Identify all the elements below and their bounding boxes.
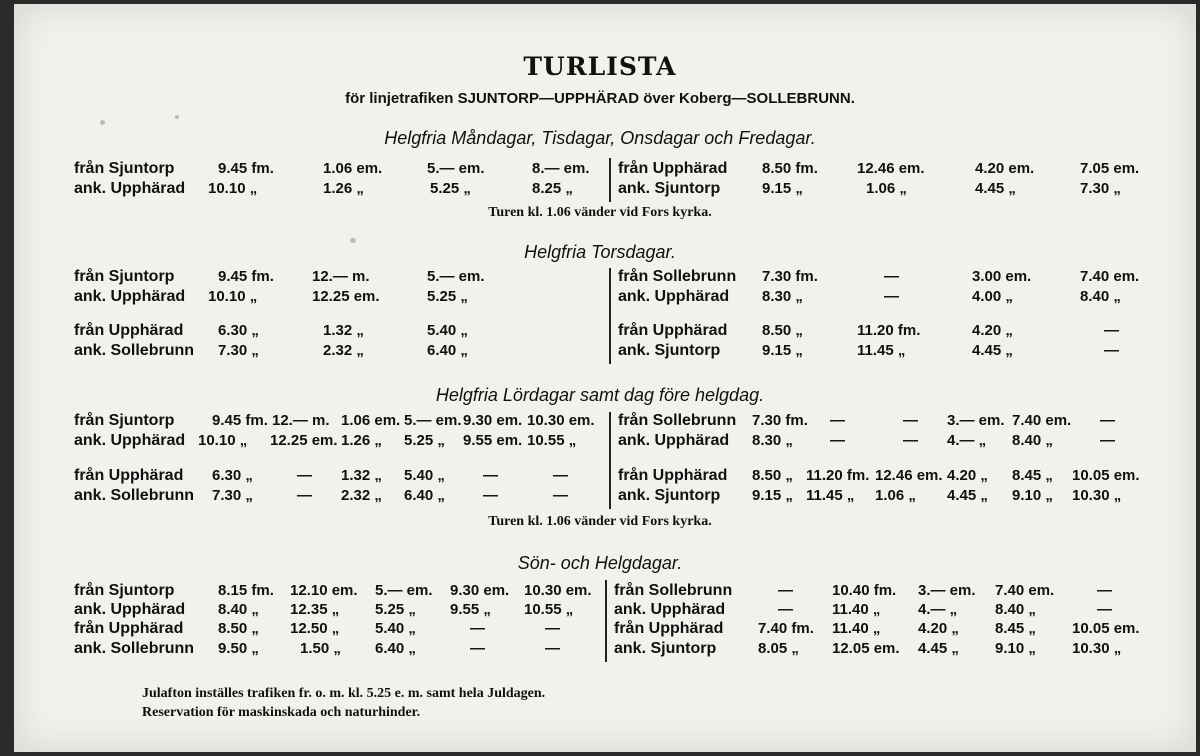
- note-fors-kyrka: Turen kl. 1.06 vänder vid Fors kyrka.: [488, 205, 712, 220]
- departure-time: —: [1100, 432, 1115, 449]
- stop-label: från Sollebrunn: [618, 412, 737, 429]
- departure-time: 3.— em.: [947, 412, 1005, 429]
- departure-time: 4.45 „: [972, 342, 1013, 359]
- stop-label: från Sjuntorp: [74, 268, 175, 285]
- departure-time: —: [778, 601, 793, 618]
- departure-time: 5.25 „: [375, 601, 416, 618]
- stop-label: ank. Upphärad: [74, 432, 186, 449]
- departure-time: 1.32 „: [341, 467, 382, 484]
- departure-time: 10.30 „: [1072, 640, 1122, 657]
- departure-time: 10.40 fm.: [832, 582, 897, 599]
- departure-time: 10.55 „: [527, 432, 577, 449]
- departure-time: 1.06 em.: [341, 412, 401, 429]
- departure-time: 8.50 „: [218, 620, 259, 637]
- stop-label: från Sjuntorp: [74, 412, 175, 429]
- stop-label: ank. Upphärad: [74, 180, 186, 197]
- departure-time: 9.55 „: [450, 601, 491, 618]
- departure-time: 8.50 fm.: [762, 160, 818, 177]
- departure-time: 12.35 „: [290, 601, 340, 618]
- stop-label: ank. Upphärad: [618, 288, 730, 305]
- departure-time: 5.40 „: [404, 467, 445, 484]
- departure-time: 12.46 em.: [857, 160, 925, 177]
- departure-time: 5.25 „: [430, 180, 471, 197]
- departure-time: —: [553, 487, 568, 504]
- departure-time: 9.55 em.: [463, 432, 523, 449]
- departure-time: 8.05 „: [758, 640, 799, 657]
- ink-speck: [100, 120, 105, 125]
- note-fors-kyrka: Turen kl. 1.06 vänder vid Fors kyrka.: [488, 514, 712, 529]
- departure-time: —: [1100, 412, 1115, 429]
- departure-time: —: [297, 467, 312, 484]
- stop-label: från Sjuntorp: [74, 582, 175, 599]
- departure-time: 11.40 „: [832, 620, 881, 637]
- departure-time: 8.40 „: [1012, 432, 1053, 449]
- departure-time: —: [483, 467, 498, 484]
- departure-time: 9.10 „: [1012, 487, 1053, 504]
- departure-time: —: [903, 412, 918, 429]
- departure-time: 4.— „: [918, 601, 958, 618]
- departure-time: 11.40 „: [832, 601, 881, 618]
- timetable-row: [0, 601, 1200, 621]
- departure-time: 4.45 „: [947, 487, 988, 504]
- departure-time: 10.55 „: [524, 601, 574, 618]
- section-heading-sundays: Sön- och Helgdagar.: [517, 553, 683, 573]
- departure-time: 6.40 „: [375, 640, 416, 657]
- departure-time: —: [1097, 601, 1112, 618]
- document-subtitle: för linjetrafiken SJUNTORP—UPPHÄRAD över Koberg—SOLLEBRUNN.: [345, 90, 855, 107]
- departure-time: 8.50 „: [752, 467, 793, 484]
- departure-time: 9.45 fm.: [212, 412, 268, 429]
- departure-time: 1.26 „: [323, 180, 364, 197]
- stop-label: ank. Sjuntorp: [618, 180, 721, 197]
- departure-time: 4.20 „: [918, 620, 959, 637]
- departure-time: 8.30 „: [762, 288, 803, 305]
- departure-time: 12.10 em.: [290, 582, 358, 599]
- departure-time: 7.30 „: [212, 487, 253, 504]
- stop-label: ank. Sjuntorp: [618, 342, 721, 359]
- departure-time: 10.10 „: [208, 288, 258, 305]
- departure-time: 1.06 em.: [323, 160, 383, 177]
- departure-time: 11.20 fm.: [857, 322, 921, 339]
- departure-time: 12.05 em.: [832, 640, 900, 657]
- departure-time: 4.— „: [947, 432, 987, 449]
- departure-time: 7.30 „: [1080, 180, 1121, 197]
- departure-time: 3.00 em.: [972, 268, 1032, 285]
- timetable-row: [0, 432, 1200, 452]
- departure-time: 10.30 em.: [524, 582, 592, 599]
- departure-time: —: [483, 487, 498, 504]
- departure-time: 10.05 em.: [1072, 620, 1140, 637]
- departure-time: 5.— em.: [375, 582, 433, 599]
- timetable-row: [0, 487, 1200, 507]
- departure-time: 12.— m.: [312, 268, 370, 285]
- footer-reservation-note: Reservation för maskinskada och naturhinder.: [142, 705, 421, 720]
- stop-label: ank. Upphärad: [618, 432, 730, 449]
- timetable-row: [0, 268, 1200, 288]
- departure-time: 12.46 em.: [875, 467, 943, 484]
- departure-time: 5.25 „: [427, 288, 468, 305]
- departure-time: 7.05 em.: [1080, 160, 1140, 177]
- departure-time: —: [778, 582, 793, 599]
- stop-label: ank. Sollebrunn: [74, 640, 195, 657]
- departure-time: 9.45 fm.: [218, 160, 274, 177]
- departure-time: 10.05 em.: [1072, 467, 1140, 484]
- timetable-row: [0, 180, 1200, 200]
- document-title: TURLISTA: [523, 52, 677, 81]
- departure-time: 5.40 „: [427, 322, 468, 339]
- departure-time: 1.32 „: [323, 322, 364, 339]
- stop-label: ank. Upphärad: [614, 601, 726, 618]
- timetable-row: [0, 412, 1200, 432]
- departure-time: 7.40 em.: [1012, 412, 1072, 429]
- departure-time: —: [545, 640, 560, 657]
- departure-time: 9.15 „: [762, 342, 803, 359]
- section-heading-thursdays: Helgfria Torsdagar.: [524, 242, 676, 262]
- departure-time: —: [545, 620, 560, 637]
- departure-time: 8.40 „: [995, 601, 1036, 618]
- timetable-row: [0, 288, 1200, 308]
- departure-time: —: [1104, 342, 1119, 359]
- departure-time: 4.20 „: [972, 322, 1013, 339]
- departure-time: 8.30 „: [752, 432, 793, 449]
- departure-time: 5.40 „: [375, 620, 416, 637]
- departure-time: 2.32 „: [341, 487, 382, 504]
- departure-time: 3.— em.: [918, 582, 976, 599]
- departure-time: 8.50 „: [762, 322, 803, 339]
- departure-time: 5.— em.: [427, 268, 485, 285]
- timetable-row: [0, 620, 1200, 640]
- stop-label: från Upphärad: [618, 467, 728, 484]
- departure-time: 8.45 „: [1012, 467, 1053, 484]
- departure-time: 8.15 fm.: [218, 582, 274, 599]
- departure-time: 12.25 em.: [312, 288, 380, 305]
- stop-label: från Upphärad: [618, 160, 728, 177]
- section-heading-weekdays: Helgfria Måndagar, Tisdagar, Onsdagar och Fredagar.: [384, 128, 816, 148]
- departure-time: —: [903, 432, 918, 449]
- timetable-row: [0, 342, 1200, 362]
- departure-time: 6.40 „: [427, 342, 468, 359]
- departure-time: 10.30 „: [1072, 487, 1122, 504]
- departure-time: 6.30 „: [212, 467, 253, 484]
- timetable-row: [0, 322, 1200, 342]
- departure-time: 7.30 fm.: [752, 412, 808, 429]
- stop-label: från Sollebrunn: [614, 582, 733, 599]
- stop-label: från Upphärad: [74, 322, 184, 339]
- departure-time: 6.40 „: [404, 487, 445, 504]
- departure-time: 1.26 „: [341, 432, 382, 449]
- departure-time: 9.30 em.: [463, 412, 523, 429]
- departure-time: 8.45 „: [995, 620, 1036, 637]
- departure-time: 11.45 „: [857, 342, 906, 359]
- departure-time: 8.25 „: [532, 180, 573, 197]
- departure-time: 11.45 „: [806, 487, 855, 504]
- departure-time: 9.10 „: [995, 640, 1036, 657]
- stop-label: ank. Sjuntorp: [614, 640, 717, 657]
- departure-time: 1.06 „: [875, 487, 916, 504]
- footer-christmas-note: Julafton inställes trafiken fr. o. m. kl. 5.25 e. m. samt hela Juldagen.: [142, 686, 546, 701]
- stop-label: från Sollebrunn: [618, 268, 737, 285]
- departure-time: 12.25 em.: [270, 432, 338, 449]
- stop-label: ank. Sjuntorp: [618, 487, 721, 504]
- departure-time: 4.45 „: [918, 640, 959, 657]
- departure-time: 9.30 em.: [450, 582, 510, 599]
- departure-time: —: [830, 432, 845, 449]
- departure-time: 4.20 em.: [975, 160, 1035, 177]
- departure-time: 5.— em.: [404, 412, 462, 429]
- section-heading-saturdays: Helgfria Lördagar samt dag före helgdag.: [435, 385, 765, 405]
- departure-time: 9.50 „: [218, 640, 259, 657]
- departure-time: 4.45 „: [975, 180, 1016, 197]
- departure-time: —: [884, 288, 899, 305]
- departure-time: 5.— em.: [427, 160, 485, 177]
- departure-time: —: [553, 467, 568, 484]
- stop-label: ank. Sollebrunn: [74, 487, 195, 504]
- timetable-row: [0, 640, 1200, 660]
- stop-label: från Upphärad: [74, 467, 184, 484]
- departure-time: 1.50 „: [300, 640, 341, 657]
- departure-time: 7.40 fm.: [758, 620, 814, 637]
- departure-time: 10.10 „: [208, 180, 258, 197]
- departure-time: 8.40 „: [1080, 288, 1121, 305]
- departure-time: 9.15 „: [762, 180, 803, 197]
- stop-label: ank. Upphärad: [74, 288, 186, 305]
- departure-time: 7.30 fm.: [762, 268, 818, 285]
- departure-time: —: [884, 268, 899, 285]
- timetable-row: [0, 160, 1200, 180]
- departure-time: —: [830, 412, 845, 429]
- departure-time: 10.30 em.: [527, 412, 595, 429]
- departure-time: 2.32 „: [323, 342, 364, 359]
- departure-time: 11.20 fm.: [806, 467, 870, 484]
- stop-label: ank. Sollebrunn: [74, 342, 195, 359]
- departure-time: 7.30 „: [218, 342, 259, 359]
- departure-time: 1.06 „: [866, 180, 907, 197]
- departure-time: 12.50 „: [290, 620, 340, 637]
- stop-label: från Sjuntorp: [74, 160, 175, 177]
- departure-time: —: [297, 487, 312, 504]
- departure-time: 4.00 „: [972, 288, 1013, 305]
- ink-speck: [175, 115, 179, 119]
- departure-time: 8.40 „: [218, 601, 259, 618]
- departure-time: 7.40 em.: [1080, 268, 1140, 285]
- stop-label: från Upphärad: [74, 620, 184, 637]
- departure-time: 10.10 „: [198, 432, 248, 449]
- departure-time: 5.25 „: [404, 432, 445, 449]
- departure-time: 6.30 „: [218, 322, 259, 339]
- departure-time: —: [470, 640, 485, 657]
- stop-label: från Upphärad: [614, 620, 724, 637]
- departure-time: 9.15 „: [752, 487, 793, 504]
- stop-label: från Upphärad: [618, 322, 728, 339]
- departure-time: —: [470, 620, 485, 637]
- timetable-row: [0, 582, 1200, 602]
- departure-time: 9.45 fm.: [218, 268, 274, 285]
- timetable-row: [0, 467, 1200, 487]
- departure-time: 12.— m.: [272, 412, 330, 429]
- departure-time: —: [1097, 582, 1112, 599]
- departure-time: —: [1104, 322, 1119, 339]
- departure-time: 8.— em.: [532, 160, 590, 177]
- stop-label: ank. Upphärad: [74, 601, 186, 618]
- departure-time: 4.20 „: [947, 467, 988, 484]
- departure-time: 7.40 em.: [995, 582, 1055, 599]
